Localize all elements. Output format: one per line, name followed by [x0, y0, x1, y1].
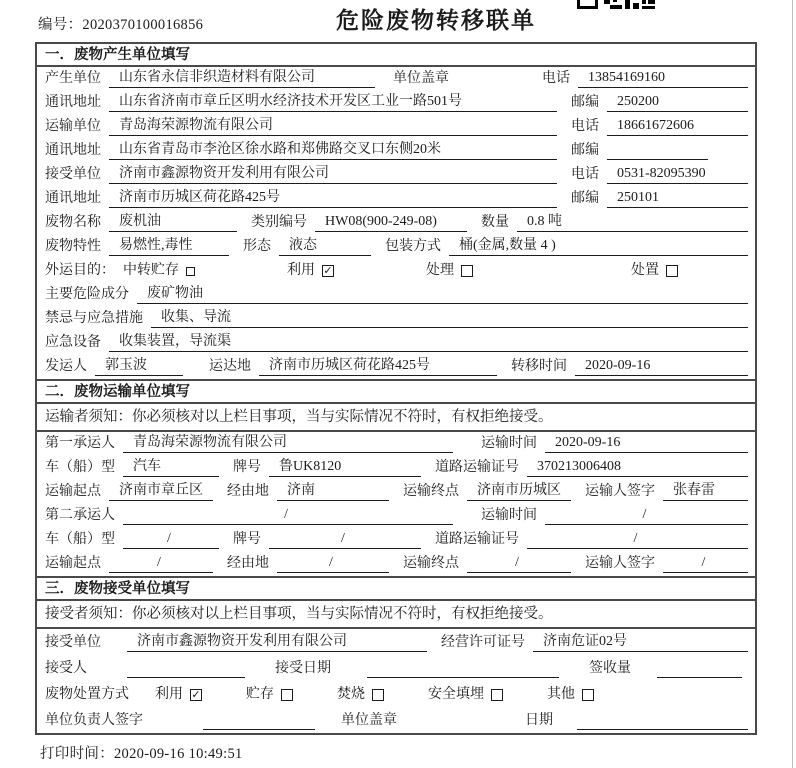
vehicle-type-1-value: 汽车	[123, 458, 219, 477]
purpose-treat-label: 处理	[426, 263, 454, 278]
plate-2-label: 牌号	[233, 532, 261, 547]
origin-2-value: /	[109, 554, 213, 573]
packing-value: 桶(金属,数量 4 )	[449, 237, 748, 256]
zip-1-value: 250200	[607, 93, 748, 112]
carrier-1-value: 青岛海荣源物流有限公司	[123, 434, 453, 453]
plate-2-value: /	[269, 530, 421, 549]
destination-label: 运达地	[209, 359, 251, 374]
address-2-label: 通讯地址	[45, 143, 101, 158]
qr-code-fragment	[577, 0, 655, 9]
manager-sign-value	[203, 712, 315, 730]
address-1-value: 山东省济南市章丘区明水经济技术开发区工业一路501号	[109, 93, 557, 112]
row-carrier-1	[37, 432, 755, 456]
row-waste-character	[37, 235, 755, 259]
disposal-option-burn	[337, 686, 384, 704]
road-permit-2-value: /	[527, 530, 748, 549]
form-number-value: 2020370100016856	[82, 17, 204, 33]
page-title: 危险废物转移联单	[336, 8, 536, 33]
zip-1-label: 邮编	[571, 95, 599, 110]
vehicle-type-2-label: 车（船）型	[45, 532, 115, 547]
emergency-equipment-value: 收集装置，导流渠	[109, 333, 748, 352]
disposal-use-label: 利用	[155, 687, 183, 702]
unit-seal-3-label: 单位盖章	[341, 713, 397, 728]
row-receive-unit-3	[37, 629, 755, 655]
disposal-storage-checkbox[interactable]	[281, 689, 293, 701]
end-1-label: 运输终点	[403, 484, 459, 499]
recipient-label: 接受人	[45, 661, 87, 676]
transporter-sign-1-label: 运输人签字	[585, 484, 655, 499]
row-vehicle-1	[37, 456, 755, 480]
purpose-treat-checkbox[interactable]	[461, 265, 473, 277]
license-label: 经营许可证号	[441, 635, 525, 650]
amount-label: 签收量	[589, 661, 631, 676]
transfer-time-value: 2020-09-16	[575, 357, 748, 376]
disposal-burn-checkbox[interactable]	[372, 689, 384, 701]
phone-3-label: 电话	[571, 167, 599, 182]
row-manager-sign	[37, 707, 755, 733]
form-number-label: 编号：	[38, 17, 83, 33]
via-2-label: 经由地	[227, 556, 269, 571]
via-2-value: /	[277, 554, 389, 573]
quantity-label: 数量	[481, 215, 509, 230]
transfer-time-label: 转移时间	[511, 359, 567, 374]
destination-value: 济南市历城区荷花路425号	[259, 357, 497, 376]
print-time-value: 2020-09-16 10:49:51	[114, 746, 243, 762]
category-label: 类别编号	[251, 215, 307, 230]
phone-1-value: 13854169160	[578, 69, 748, 88]
end-2-value: /	[467, 554, 571, 573]
zip-3-value: 250101	[607, 189, 748, 208]
section-1-title: 一．废物产生单位填写	[37, 44, 755, 67]
print-time	[40, 742, 796, 763]
via-1-value: 济南	[277, 482, 389, 501]
section-receiver	[37, 576, 755, 733]
phone-2-value: 18661672606	[607, 117, 748, 136]
disposal-use-checkbox[interactable]: ✓	[191, 689, 201, 701]
page-edge	[792, 0, 793, 768]
disposal-other-label: 其他	[547, 687, 575, 702]
producer-unit-label: 产生单位	[45, 71, 101, 86]
row-producer-unit	[37, 67, 755, 91]
zip-2-label: 邮编	[571, 143, 599, 158]
carrier-2-value: /	[123, 506, 453, 525]
disposal-option-use	[155, 686, 202, 704]
receive-unit-3-value: 济南市鑫源物资开发利用有限公司	[127, 633, 427, 652]
purpose-option-treat	[426, 262, 473, 280]
document-header	[0, 0, 796, 42]
receive-unit-label: 接受单位	[45, 167, 101, 182]
carrier-2-label: 第二承运人	[45, 508, 115, 523]
waste-name-value: 废机油	[109, 213, 237, 232]
transfer-purpose-label: 外运目的：	[45, 263, 115, 278]
transport-time-1-value: 2020-09-16	[545, 434, 748, 453]
hazard-component-value: 废矿物油	[137, 285, 748, 304]
transport-time-1-label: 运输时间	[481, 436, 537, 451]
disposal-landfill-checkbox[interactable]	[491, 689, 503, 701]
emergency-equipment-label: 应急设备	[45, 335, 101, 350]
vehicle-type-2-value: /	[123, 530, 219, 549]
recipient-value	[127, 660, 245, 678]
row-disposal-method	[37, 681, 755, 707]
purpose-storage-label: 中转贮存	[123, 263, 179, 278]
waste-character-value: 易燃性,毒性	[109, 237, 229, 256]
receiver-notice: 接受者须知：你必须核对以上栏目事项，当与实际情况不符时，有权拒绝接受。	[37, 601, 755, 629]
transporter-notice: 运输者须知：你必须核对以上栏目事项，当与实际情况不符时，有权拒绝接受。	[37, 404, 755, 432]
row-receive-unit	[37, 163, 755, 187]
transport-unit-value: 青岛海荣源物流有限公司	[109, 117, 557, 136]
disposal-storage-label: 贮存	[246, 687, 274, 702]
transporter-sign-1-value: 张春雷	[663, 482, 748, 501]
disposal-option-storage	[246, 686, 293, 704]
transport-time-2-label: 运输时间	[481, 508, 537, 523]
purpose-use-label: 利用	[287, 263, 315, 278]
origin-1-label: 运输起点	[45, 484, 101, 499]
category-value: HW08(900-249-08)	[315, 213, 467, 232]
accept-date-label: 接受日期	[275, 661, 331, 676]
purpose-dispose-checkbox[interactable]	[666, 265, 678, 277]
origin-1-value: 济南市章丘区	[109, 482, 213, 501]
row-taboo-measures	[37, 307, 755, 331]
section-transporter	[37, 379, 755, 576]
taboo-measures-label: 禁忌与应急措施	[45, 311, 143, 326]
section-2-title: 二．废物运输单位填写	[37, 381, 755, 404]
row-transport-address	[37, 139, 755, 163]
disposal-option-landfill	[428, 686, 503, 704]
vehicle-type-1-label: 车（船）型	[45, 460, 115, 475]
row-waste-name	[37, 211, 755, 235]
purpose-storage-checkbox[interactable]	[186, 267, 195, 276]
row-emergency-equipment	[37, 331, 755, 355]
producer-unit-value: 山东省永信非织造材料有限公司	[109, 69, 375, 88]
transfer-form-table	[35, 42, 757, 735]
form-value: 液态	[279, 237, 371, 256]
date-label: 日期	[525, 713, 553, 728]
unit-seal-label: 单位盖章	[393, 71, 449, 86]
waste-name-label: 废物名称	[45, 215, 101, 230]
address-1-label: 通讯地址	[45, 95, 101, 110]
address-3-value: 济南市历城区荷花路425号	[109, 189, 557, 208]
form-label: 形态	[243, 239, 271, 254]
phone-3-value: 0531-82095390	[607, 165, 748, 184]
section-producer	[37, 44, 755, 379]
shipper-label: 发运人	[45, 359, 87, 374]
shipper-value: 郭玉波	[95, 357, 183, 376]
receive-unit-3-label: 接受单位	[45, 635, 101, 650]
print-time-label: 打印时间：	[40, 746, 114, 762]
purpose-option-dispose	[631, 262, 678, 280]
end-2-label: 运输终点	[403, 556, 459, 571]
origin-2-label: 运输起点	[45, 556, 101, 571]
amount-value	[657, 660, 742, 678]
transporter-sign-2-value: /	[663, 554, 748, 573]
end-1-value: 济南市历城区	[467, 482, 571, 501]
row-route-1	[37, 480, 755, 504]
accept-date-value	[367, 660, 559, 678]
receive-unit-value: 济南市鑫源物资开发利用有限公司	[109, 165, 557, 184]
transport-time-2-value: /	[545, 506, 748, 525]
row-transfer-purpose	[37, 259, 755, 283]
phone-1-label: 电话	[542, 71, 570, 86]
zip-2-value	[607, 142, 708, 160]
purpose-dispose-label: 处置	[631, 263, 659, 278]
taboo-measures-value: 收集、导流	[151, 309, 748, 328]
road-permit-1-value: 370213006408	[527, 458, 748, 477]
address-3-label: 通讯地址	[45, 191, 101, 206]
transport-unit-label: 运输单位	[45, 119, 101, 134]
disposal-option-other	[547, 686, 594, 704]
row-producer-address	[37, 91, 755, 115]
row-recipient	[37, 655, 755, 681]
address-2-value: 山东省青岛市李沧区徐水路和郑佛路交叉口东侧20米	[109, 141, 557, 160]
row-vehicle-2	[37, 528, 755, 552]
carrier-1-label: 第一承运人	[45, 436, 115, 451]
row-route-2	[37, 552, 755, 576]
hazard-component-label: 主要危险成分	[45, 287, 129, 302]
row-receive-address	[37, 187, 755, 211]
manager-sign-label: 单位负责人签字	[45, 713, 143, 728]
form-number	[38, 13, 203, 34]
row-hazard-component	[37, 283, 755, 307]
section-3-title: 三．废物接受单位填写	[37, 578, 755, 601]
row-shipper	[37, 355, 755, 379]
disposal-method-label: 废物处置方式	[45, 687, 129, 702]
waste-character-label: 废物特性	[45, 239, 101, 254]
row-carrier-2	[37, 504, 755, 528]
road-permit-1-label: 道路运输证号	[435, 460, 519, 475]
row-transport-unit	[37, 115, 755, 139]
packing-label: 包装方式	[385, 239, 441, 254]
via-1-label: 经由地	[227, 484, 269, 499]
phone-2-label: 电话	[571, 119, 599, 134]
disposal-other-checkbox[interactable]	[582, 689, 594, 701]
road-permit-2-label: 道路运输证号	[435, 532, 519, 547]
plate-1-value: 鲁UK8120	[269, 458, 421, 477]
disposal-burn-label: 焚烧	[337, 687, 365, 702]
transporter-sign-2-label: 运输人签字	[585, 556, 655, 571]
zip-3-label: 邮编	[571, 191, 599, 206]
license-value: 济南危证02号	[533, 633, 748, 652]
date-value	[577, 712, 748, 730]
purpose-option-use	[287, 262, 334, 280]
quantity-value: 0.8 吨	[517, 213, 748, 232]
purpose-use-checkbox[interactable]: ✓	[323, 265, 333, 277]
plate-1-label: 牌号	[233, 460, 261, 475]
disposal-landfill-label: 安全填埋	[428, 687, 484, 702]
purpose-option-storage	[123, 262, 195, 280]
